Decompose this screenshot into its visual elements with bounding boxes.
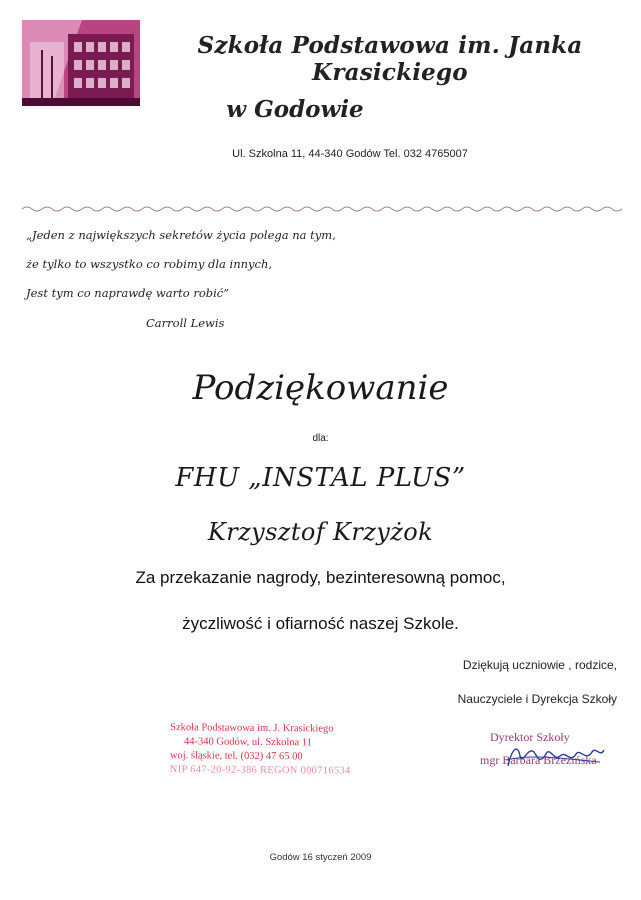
company-name: FHU „INSTAL PLUS” [175,463,466,493]
stamp-line-2: 44-340 Godów, ul. Szkolna 11 [184,736,312,749]
school-photo [22,20,140,106]
quote-line-1: „Jeden z największych sekretów życia polega na tym, [26,228,336,242]
handwritten-signature [500,738,610,774]
stamp-line-4: NIP 647-20-92-386 REGON 000716534 [169,764,351,777]
stamp-line-3: woj. śląskie, tel. (032) 47 65 00 [169,750,303,763]
place-date: Godów 16 styczeń 2009 [269,852,372,863]
director-name: mgr Barbara Brzezińska [480,753,597,767]
quote-line-2: że tylko to wszystko co robimy dla innych, [26,257,273,271]
school-address: Ul. Szkolna 11, 44-340 Godów Tel. 032 4765007 [232,148,468,160]
quote-line-3: Jest tym co naprawdę warto robić” [26,286,230,300]
director-title: Dyrektor Szkoły [490,730,570,744]
signoff-line-1: Dziękują uczniowie , rodzice, [462,658,617,672]
quote-author: Carroll Lewis [146,316,225,330]
for-label: dla: [312,433,329,444]
school-city: w Godowie [226,96,364,123]
wavy-divider [22,204,622,214]
thanks-line-2: życzliwość i ofiarność naszej Szkole. [182,614,459,633]
school-stamp [170,721,370,779]
school-name: Szkoła Podstawowa im. Janka Krasickiego [197,32,583,86]
certificate-title: Podziękowanie [192,368,449,408]
stamp-line-1: Szkoła Podstawowa im. J. Krasickiego [170,722,334,735]
signoff-line-2: Nauczyciele i Dyrekcja Szkoły [457,692,617,706]
school-building-image [22,20,140,106]
thanks-line-1: Za przekazanie nagrody, bezinteresowną pomoc, [135,568,506,587]
person-name: Krzysztof Krzyżok [207,518,434,546]
